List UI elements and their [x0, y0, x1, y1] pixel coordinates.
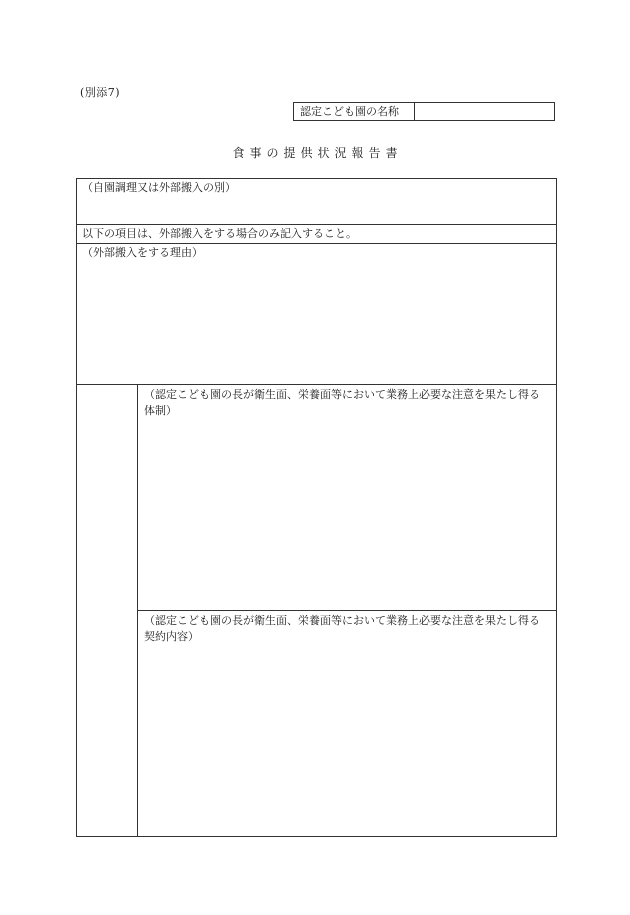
- lower-block: [77, 385, 556, 836]
- report-form: [76, 178, 557, 837]
- facility-name-label: 認定こども園の名称: [294, 103, 415, 120]
- kitchen-type-section[interactable]: [77, 179, 556, 225]
- instruction-note: 以下の項目は、外部搬入をする場合のみ記入すること。: [82, 227, 357, 240]
- hygiene-system-section[interactable]: [138, 385, 556, 611]
- appendix-label: (別添7): [80, 86, 121, 99]
- instruction-note-row: [77, 225, 556, 244]
- delivery-reason-section[interactable]: [77, 244, 556, 385]
- document-title: 食事の提供状況報告書: [232, 146, 403, 160]
- delivery-reason-label: （外部搬入をする理由）: [82, 246, 203, 259]
- hygiene-system-label: （認定こども園の長が衛生面、栄養面等において業務上必要な注意を果たし得る体制）: [144, 388, 540, 417]
- contract-content-section[interactable]: [138, 611, 556, 836]
- kitchen-type-label: （自園調理又は外部搬入の別）: [82, 181, 236, 194]
- facility-name-box: [293, 102, 555, 121]
- lower-left-column: [77, 385, 138, 836]
- contract-content-label: （認定こども園の長が衛生面、栄養面等において業務上必要な注意を果たし得る契約内容）: [144, 614, 540, 643]
- facility-name-field[interactable]: [415, 103, 554, 120]
